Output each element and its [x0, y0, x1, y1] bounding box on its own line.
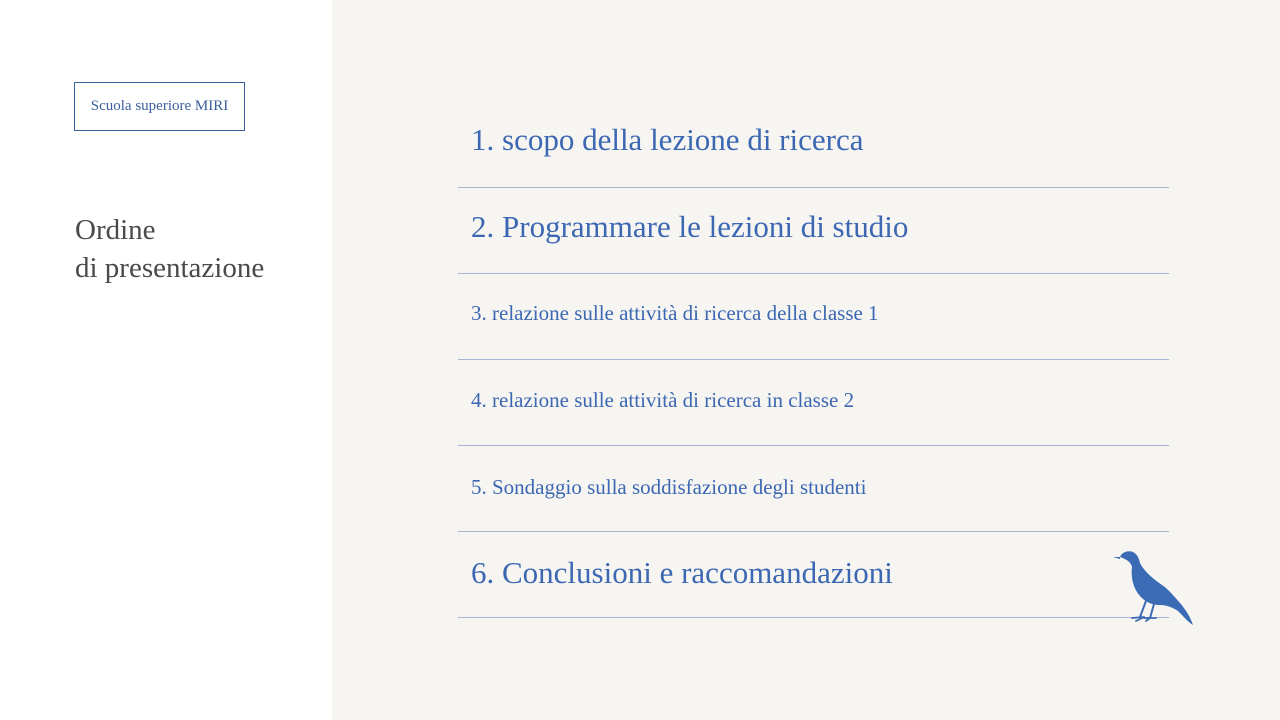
agenda-item-2	[458, 188, 1169, 274]
page-title-line-2: di presentazione	[75, 252, 265, 284]
agenda-item-6	[458, 532, 1169, 618]
school-badge	[74, 82, 245, 131]
agenda-item-text: 2. Programmare le lezioni di studio	[471, 209, 909, 244]
page-title-line-1: Ordine	[75, 214, 156, 246]
agenda-item-text: 6. Conclusioni e raccomandazioni	[471, 555, 893, 590]
page-title	[75, 211, 264, 287]
agenda-item-1	[458, 102, 1169, 188]
agenda-item-text: 5. Sondaggio sulla soddisfazione degli studenti	[471, 475, 867, 499]
agenda-item-text: 1. scopo della lezione di ricerca	[471, 122, 864, 157]
agenda-item-3	[458, 274, 1169, 360]
agenda-item-5	[458, 446, 1169, 532]
agenda-item-4	[458, 360, 1169, 446]
bird-icon	[1110, 545, 1200, 631]
agenda-item-text: 3. relazione sulle attività di ricerca della classe 1	[471, 301, 879, 325]
agenda-item-text: 4. relazione sulle attività di ricerca in classe 2	[471, 388, 855, 412]
school-label: Scuola superiore MIRI	[90, 98, 229, 114]
